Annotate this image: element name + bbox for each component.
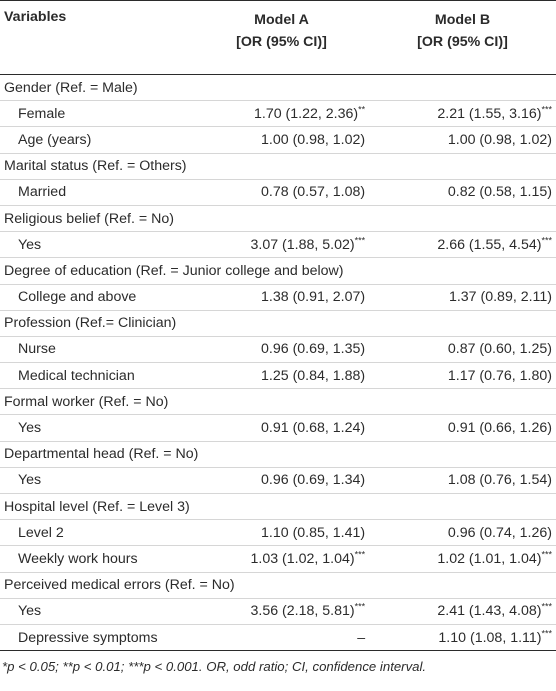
significance-marker: *** (541, 601, 552, 612)
variable-label: Depressive symptoms (18, 629, 158, 646)
variable-label: Medical technician (18, 367, 135, 384)
odds-ratio-value: 1.17 (0.76, 1.80) (447, 367, 552, 384)
model-b-cell (369, 234, 556, 253)
model-b-cell (369, 551, 556, 567)
group-row (0, 389, 556, 415)
table-row (0, 363, 556, 389)
table-header (0, 0, 556, 75)
model-b-cell (369, 106, 556, 122)
model-b-cell (369, 184, 556, 200)
odds-ratio-value: 1.02 (1.01, 1.04) (437, 550, 542, 567)
odds-ratio-value: 1.00 (0.98, 1.02) (447, 131, 552, 148)
odds-ratio-value: 0.91 (0.68, 1.24) (261, 420, 366, 437)
model-b-cell (369, 132, 556, 148)
odds-ratio-value: 1.08 (0.76, 1.54) (447, 472, 552, 489)
header-model-a-name: Model A (254, 12, 309, 28)
odds-ratio-value: 0.96 (0.69, 1.34) (261, 472, 366, 489)
group-label: Gender (Ref. = Male) (4, 79, 138, 96)
odds-ratio-value: – (357, 629, 366, 646)
odds-ratio-value: 1.00 (0.98, 1.02) (261, 131, 366, 148)
odds-ratio-value: 2.66 (1.55, 4.54) (437, 236, 542, 253)
group-label: Formal worker (Ref. = No) (4, 393, 169, 410)
table-footnote: *p < 0.05; **p < 0.01; ***p < 0.001. OR, odd ratio; CI, confidence interval. (2, 659, 427, 675)
variable-label: Yes (18, 236, 42, 253)
odds-ratio-value: 1.03 (1.02, 1.04) (250, 550, 355, 567)
model-a-cell (217, 184, 369, 200)
header-model-b-name: Model B (434, 12, 491, 28)
variable-label: Married (18, 184, 67, 201)
variable-label: Weekly work hours (18, 550, 138, 567)
significance-marker: *** (541, 104, 552, 115)
model-a-cell (217, 551, 369, 567)
odds-ratio-value: 1.70 (1.22, 2.36) (254, 105, 359, 122)
group-label: Degree of education (Ref. = Junior college and below) (4, 262, 344, 279)
model-a-cell (217, 289, 369, 305)
odds-ratio-value: 3.07 (1.88, 5.02) (250, 236, 355, 253)
odds-ratio-value: 0.82 (0.58, 1.15) (447, 184, 552, 201)
significance-marker: *** (354, 234, 366, 245)
table-row (0, 232, 556, 258)
model-a-cell (217, 472, 369, 488)
variable-label: Female (18, 105, 66, 122)
table-row (0, 101, 556, 127)
table-row (0, 415, 556, 441)
group-label: Marital status (Ref. = Others) (4, 158, 187, 175)
model-a-cell (217, 420, 369, 436)
model-a-cell (217, 368, 369, 384)
model-b-cell (369, 341, 556, 357)
header-model-a-metric: [OR (95% CI)] (236, 34, 327, 50)
table-body (0, 75, 556, 651)
odds-ratio-value: 1.38 (0.91, 2.07) (261, 289, 366, 306)
model-a-cell (217, 234, 369, 253)
variable-label: Nurse (18, 341, 56, 358)
odds-ratio-value: 1.25 (0.84, 1.88) (261, 367, 366, 384)
significance-marker: *** (541, 627, 552, 638)
model-a-cell (217, 341, 369, 357)
significance-marker: *** (354, 549, 366, 560)
odds-ratio-value: 0.87 (0.60, 1.25) (447, 341, 552, 358)
significance-marker: *** (541, 234, 552, 245)
group-row (0, 442, 556, 468)
significance-marker: *** (541, 549, 552, 560)
table-row (0, 546, 556, 572)
header-model-b-metric: [OR (95% CI)] (417, 34, 508, 50)
model-a-cell (217, 525, 369, 541)
group-row (0, 311, 556, 337)
model-b-cell (369, 368, 556, 384)
model-a-cell (217, 132, 369, 148)
odds-ratio-value: 1.10 (1.08, 1.11) (438, 629, 542, 646)
model-b-cell (369, 603, 556, 619)
group-row (0, 573, 556, 599)
variable-label: Yes (18, 472, 42, 489)
model-b-cell (369, 627, 556, 646)
model-a-cell (217, 630, 369, 646)
odds-ratio-value: 1.37 (0.89, 2.11) (448, 289, 552, 306)
odds-ratio-value: 0.78 (0.57, 1.08) (261, 184, 366, 201)
header-variables: Variables (4, 9, 67, 25)
odds-ratio-value: 3.56 (2.18, 5.81) (250, 603, 355, 620)
group-row (0, 154, 556, 180)
model-a-cell (217, 106, 369, 122)
group-label: Hospital level (Ref. = Level 3) (4, 498, 190, 515)
group-label: Profession (Ref.= Clinician) (4, 315, 177, 332)
table-row (0, 180, 556, 206)
group-row (0, 75, 556, 101)
variable-label: College and above (18, 289, 137, 306)
table-row (0, 520, 556, 546)
significance-marker: *** (354, 601, 366, 612)
odds-ratio-value: 2.41 (1.43, 4.08) (437, 603, 542, 620)
model-b-cell (369, 525, 556, 541)
odds-ratio-value: 0.96 (0.74, 1.26) (447, 524, 552, 541)
significance-marker: ** (358, 104, 366, 115)
model-b-cell (369, 420, 556, 436)
group-label: Perceived medical errors (Ref. = No) (4, 577, 235, 594)
odds-ratio-value: 2.21 (1.55, 3.16) (437, 105, 542, 122)
model-a-cell (217, 603, 369, 619)
odds-ratio-value: 0.91 (0.66, 1.26) (447, 420, 552, 437)
group-label: Religious belief (Ref. = No) (4, 210, 174, 227)
model-b-cell (369, 289, 556, 305)
odds-ratio-value: 1.10 (0.85, 1.41) (261, 524, 366, 541)
table-row (0, 127, 556, 153)
odds-ratio-value: 0.96 (0.69, 1.35) (261, 341, 366, 358)
header-model-a (194, 1, 369, 74)
variable-label: Yes (18, 603, 42, 620)
header-model-b (369, 1, 556, 74)
table-row (0, 285, 556, 311)
variable-label: Yes (18, 420, 42, 437)
group-label: Departmental head (Ref. = No) (4, 446, 199, 463)
table-row (0, 337, 556, 363)
model-b-cell (369, 472, 556, 488)
variable-label: Age (years) (18, 131, 92, 148)
table-row (0, 468, 556, 494)
variable-label: Level 2 (18, 524, 64, 541)
group-row (0, 494, 556, 520)
table-row (0, 599, 556, 625)
group-row (0, 206, 556, 232)
table-row (0, 625, 556, 651)
group-row (0, 258, 556, 284)
